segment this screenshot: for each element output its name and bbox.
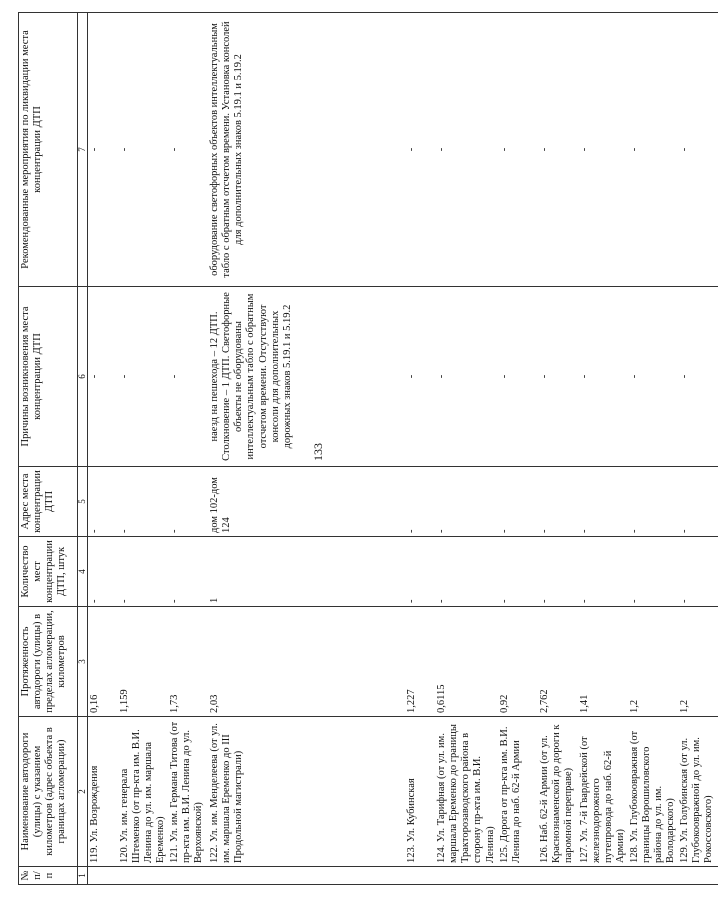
table-row: [678, 13, 718, 885]
measures-cell: -: [678, 13, 718, 287]
road-name-cell: 126. Наб. 62-й Армии (от ул. Краснознаменской до дороги к паромной переправе): [538, 717, 578, 867]
count-cell: -: [168, 537, 208, 607]
length-cell: 1,159: [118, 607, 168, 717]
column-number: 1: [78, 867, 88, 885]
row-spacer: [168, 867, 208, 885]
column-number: 2: [78, 717, 88, 867]
column-number: 4: [78, 537, 88, 607]
cause-cell: -: [405, 287, 435, 467]
measures-cell: -: [538, 13, 578, 287]
address-cell: -: [88, 467, 119, 537]
address-cell: -: [578, 467, 628, 537]
measures-cell: -: [498, 13, 538, 287]
header-number: № п/п: [19, 867, 78, 885]
length-cell: 1,2: [628, 607, 678, 717]
table-row: [168, 13, 208, 885]
table-row: [498, 13, 538, 885]
road-name-cell: 129. Ул. Голубинская (от ул. Глубокоовражной до ул. им. Рокоссовского): [678, 717, 718, 867]
cause-cell: -: [678, 287, 718, 467]
header-length: Протяженность автодороги (улицы) в пределах агломерации, километров: [19, 607, 78, 717]
road-name-cell: 125. Дорога от пр-кта им. В.И. Ленина до наб. 62-й Армии: [498, 717, 538, 867]
column-number: 5: [78, 467, 88, 537]
length-cell: 0,92: [498, 607, 538, 717]
page-number-label: 133: [311, 443, 325, 461]
count-cell: -: [88, 537, 119, 607]
table-row: [405, 13, 435, 885]
header-address: Адрес места концентрации ДТП: [19, 467, 78, 537]
measures-cell: -: [88, 13, 119, 287]
measures-cell: -: [405, 13, 435, 287]
measures-cell: -: [435, 13, 497, 287]
header-causes: Причины возникновения места концентрации ДТП: [19, 287, 78, 467]
cause-cell: -: [628, 287, 678, 467]
table-row: [628, 13, 678, 885]
measures-cell: -: [118, 13, 168, 287]
count-cell: -: [118, 537, 168, 607]
column-number: 3: [78, 607, 88, 717]
column-number-row: [78, 13, 88, 885]
address-cell: дом 102-дом 124: [208, 467, 405, 537]
address-cell: -: [538, 467, 578, 537]
length-cell: 1,2: [678, 607, 718, 717]
measures-cell: -: [168, 13, 208, 287]
address-cell: -: [435, 467, 497, 537]
table-row: [538, 13, 578, 885]
header-measures: Рекомендованные мероприятия по ликвидации места концентрации ДТП: [19, 13, 78, 287]
length-cell: 1,41: [578, 607, 628, 717]
road-name-cell: 121. Ул. им. Германа Титова (от пр-кта им. В.И. Ленина до ул. Верхоянской): [168, 717, 208, 867]
cause-cell: -: [498, 287, 538, 467]
road-name-cell: 127. Ул. 7-й Гвардейской (от железнодорожного путепровода до наб. 62-й Армии): [578, 717, 628, 867]
row-spacer: [678, 867, 718, 885]
count-cell: -: [628, 537, 678, 607]
address-cell: -: [168, 467, 208, 537]
address-cell: -: [405, 467, 435, 537]
header-road-name: Наименование автодороги (улицы) с указанием километров (адрес объекта в границах агломерации): [19, 717, 78, 867]
count-cell: -: [538, 537, 578, 607]
table-header-row: [19, 13, 78, 885]
row-spacer: [578, 867, 628, 885]
count-cell: 1: [208, 537, 405, 607]
table-row: [435, 13, 497, 885]
cause-cell: -: [118, 287, 168, 467]
cause-cell: -: [578, 287, 628, 467]
address-cell: -: [118, 467, 168, 537]
count-cell: -: [498, 537, 538, 607]
row-spacer: [498, 867, 538, 885]
table-row: [88, 13, 119, 885]
row-spacer: [628, 867, 678, 885]
road-name-cell: 123. Ул. Кубинская: [405, 717, 435, 867]
road-name-cell: 122. Ул. им. Менделеева (от ул. им. маршала Еременко до III Продольной магистрали): [208, 717, 405, 867]
count-cell: -: [678, 537, 718, 607]
road-name-cell: 128. Ул. Глубокоовражная (от границы Ворошиловского района до ул. им. Володарского): [628, 717, 678, 867]
road-name-cell: 119. Ул. Возрождения: [88, 717, 119, 867]
header-count: Количество мест концентрации ДТП, штук: [19, 537, 78, 607]
count-cell: -: [405, 537, 435, 607]
row-spacer: [88, 867, 119, 885]
row-spacer: [118, 867, 168, 885]
length-cell: 2,762: [538, 607, 578, 717]
row-spacer: [405, 867, 435, 885]
row-spacer: [435, 867, 497, 885]
cause-cell: -: [538, 287, 578, 467]
column-number: 7: [78, 13, 88, 287]
row-spacer: [538, 867, 578, 885]
measures-cell: -: [628, 13, 678, 287]
cause-cell: -: [435, 287, 497, 467]
length-cell: 0,6115: [435, 607, 497, 717]
count-cell: -: [435, 537, 497, 607]
cause-cell: -: [168, 287, 208, 467]
road-accident-table: [18, 12, 718, 885]
address-cell: -: [628, 467, 678, 537]
count-cell: -: [578, 537, 628, 607]
length-cell: 0,16: [88, 607, 119, 717]
measures-cell: -: [578, 13, 628, 287]
row-spacer: [208, 867, 405, 885]
address-cell: -: [678, 467, 718, 537]
cause-cell: -: [88, 287, 119, 467]
length-cell: 2,03: [208, 607, 405, 717]
measures-cell: оборудование светофорных объектов интеллектуальным табло с обратным отсчетом времени. Установка консолей для дополнительных знаков 5.19.1 и 5.19.2: [208, 13, 405, 287]
road-name-cell: 124. Ул. Тарифная (от ул. им. маршала Еременко до границы Тракторозаводского района в сторону пр-кта им. В.И. Ленина): [435, 717, 497, 867]
table-row: [578, 13, 628, 885]
table-row: [118, 13, 168, 885]
road-name-cell: 120. Ул. им. генерала Штеменко (от пр-кта им. В.И. Ленина до ул. им. маршала Еременко): [118, 717, 168, 867]
column-number: 6: [78, 287, 88, 467]
length-cell: 1,227: [405, 607, 435, 717]
address-cell: -: [498, 467, 538, 537]
length-cell: 1,73: [168, 607, 208, 717]
cause-cell: наезд на пешехода – 12 ДТП. Столкновение – 1 ДТП. Светофорные объекты не оборудованы интеллектуальным табло с обратным отсчетом времени. Отсутствуют консоли для дополнительных дорожных знаков 5.19.1 и 5.19.2: [208, 287, 405, 467]
